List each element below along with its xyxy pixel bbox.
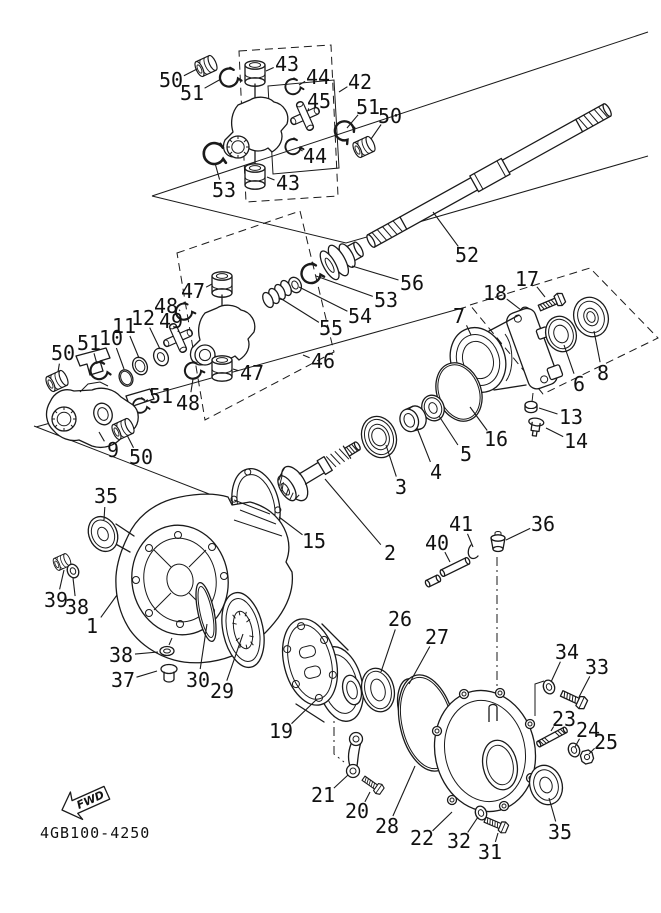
nut-25 (580, 749, 595, 765)
washer-12 (151, 346, 171, 368)
spring-55 (261, 279, 294, 309)
callout-50: 50 (158, 68, 184, 92)
callout-38: 38 (64, 595, 90, 619)
leader-line-56 (352, 266, 399, 280)
callout-47: 47 (180, 279, 206, 303)
bearing-cap-43 (245, 61, 265, 86)
washer-11 (130, 355, 150, 377)
leader-line-21 (334, 775, 348, 788)
callout-17: 17 (514, 267, 540, 291)
bolt-14 (527, 417, 544, 437)
pin-40b (424, 574, 441, 587)
o-ring-10 (117, 368, 136, 389)
leader-line-53 (316, 276, 373, 296)
callout-35: 35 (547, 820, 573, 844)
leader-line-28 (393, 766, 415, 816)
callout-47: 47 (239, 361, 265, 385)
flange-bolt-17 (537, 292, 566, 314)
leader-line-42 (339, 87, 347, 92)
snap-ring-53 (299, 261, 325, 285)
cover-ear (496, 689, 505, 698)
callout-15: 15 (301, 529, 327, 553)
cover-ear (500, 802, 509, 811)
callout-51: 51 (148, 384, 174, 408)
callout-55: 55 (318, 316, 344, 340)
callout-20: 20 (344, 799, 370, 823)
leader-line-4 (417, 428, 430, 462)
leader-line-36 (506, 528, 530, 540)
oil-seal-35 (83, 512, 123, 556)
callout-39: 39 (43, 588, 69, 612)
callout-32: 32 (446, 829, 472, 853)
cover-ear (433, 727, 442, 736)
callout-54: 54 (347, 304, 373, 328)
bearing-cap-50 (193, 54, 219, 78)
callout-56: 56 (399, 271, 425, 295)
callout-36: 36 (530, 512, 556, 536)
cover-ear (526, 720, 535, 729)
callout-2: 2 (383, 541, 397, 565)
callout-25: 25 (593, 730, 619, 754)
callout-31: 31 (477, 840, 503, 864)
callout-21: 21 (310, 783, 336, 807)
leader-line-22 (433, 812, 452, 831)
callout-11: 11 (111, 314, 137, 338)
drain-bolt-37 (161, 665, 177, 683)
gasket-38 (160, 647, 174, 656)
callout-46: 46 (310, 349, 336, 373)
leader-line-38 (135, 652, 158, 654)
leader-line-26 (381, 629, 395, 672)
callout-3: 3 (394, 475, 408, 499)
callout-51: 51 (76, 331, 102, 355)
joint-housing-9 (47, 382, 139, 447)
bolt-20 (360, 774, 385, 796)
callout-35: 35 (93, 484, 119, 508)
callout-1: 1 (85, 614, 99, 638)
callout-22: 22 (409, 826, 435, 850)
callout-42: 42 (347, 70, 373, 94)
pinion-gear-2 (272, 429, 369, 508)
breather-36 (491, 532, 505, 552)
callout-24: 24 (575, 718, 601, 742)
callout-12: 12 (130, 306, 156, 330)
leader-line-52 (433, 212, 458, 246)
callout-50: 50 (50, 341, 76, 365)
callout-37: 37 (110, 668, 136, 692)
callout-16: 16 (483, 427, 509, 451)
callout-44: 44 (305, 65, 331, 89)
callout-30: 30 (185, 668, 211, 692)
leader-line-46 (303, 355, 310, 358)
washer-3 (356, 411, 402, 462)
leader-line-47 (206, 284, 212, 287)
leader-line-5 (439, 416, 458, 445)
leader-line-43 (266, 68, 274, 72)
callout-45: 45 (306, 89, 332, 113)
callout-9: 9 (106, 438, 120, 462)
callout-6: 6 (572, 372, 586, 396)
leader-line-1 (101, 595, 117, 617)
callout-13: 13 (558, 405, 584, 429)
leader-line-50 (184, 69, 197, 76)
circlip-51 (218, 66, 242, 89)
callout-51: 51 (179, 81, 205, 105)
leader-line-18 (507, 299, 521, 310)
bearing-cap-47 (212, 272, 232, 297)
leader-line-47 (233, 369, 238, 371)
leader-line-34 (551, 662, 560, 682)
leader-line-2 (325, 479, 381, 545)
leader-line-54 (299, 287, 347, 311)
callout-7: 7 (452, 304, 466, 328)
callout-52: 52 (454, 243, 480, 267)
nut-13 (525, 401, 537, 412)
callout-48: 48 (153, 294, 179, 318)
cover-ear (448, 796, 457, 805)
bearing-cap-50 (351, 135, 377, 159)
leader-line-39 (60, 570, 64, 589)
ujoint-kit-box-2 (177, 211, 334, 420)
callout-8: 8 (596, 361, 610, 385)
bolt-31 (483, 814, 510, 834)
bearing-cap-43 (245, 164, 265, 189)
callout-18: 18 (482, 281, 508, 305)
callout-53: 53 (211, 178, 237, 202)
callout-50: 50 (128, 445, 154, 469)
leader-line-33 (579, 676, 590, 697)
stopper-arm-21 (347, 733, 363, 778)
callout-26: 26 (387, 607, 413, 631)
callout-41: 41 (448, 512, 474, 536)
callout-40: 40 (424, 531, 450, 555)
callout-14: 14 (563, 429, 589, 453)
callout-29: 29 (209, 679, 235, 703)
cover-ear (460, 690, 469, 699)
circlip-44 (284, 77, 304, 96)
callout-10: 10 (98, 326, 124, 350)
callout-33: 33 (584, 655, 610, 679)
callout-5: 5 (459, 442, 473, 466)
callout-4: 4 (429, 460, 443, 484)
part-code: 4GB100-4250 (40, 824, 151, 842)
pin-40 (439, 557, 470, 577)
leader-line-10 (116, 348, 124, 369)
fwd-label: FWD (74, 788, 107, 812)
bearing-cap-47 (212, 356, 232, 381)
callout-49: 49 (158, 309, 184, 333)
washer-24 (566, 742, 581, 759)
callout-19: 19 (268, 719, 294, 743)
callout-51: 51 (355, 95, 381, 119)
callout-43: 43 (274, 52, 300, 76)
callout-50: 50 (377, 104, 403, 128)
callout-27: 27 (424, 625, 450, 649)
callout-44: 44 (302, 144, 328, 168)
leader-line-14 (546, 428, 563, 437)
leader-line-43 (267, 177, 275, 180)
callout-53: 53 (373, 288, 399, 312)
leader-line-37 (137, 671, 158, 677)
leader-line-38 (73, 578, 75, 596)
differential-19 (274, 613, 370, 726)
callout-28: 28 (374, 814, 400, 838)
leader-line-55 (280, 298, 319, 322)
leader-line-13 (539, 408, 558, 414)
callout-34: 34 (554, 640, 580, 664)
callout-38: 38 (108, 643, 134, 667)
callout-48: 48 (175, 391, 201, 415)
leader-line-19 (292, 700, 317, 724)
leader-line-51 (205, 79, 221, 88)
clip-41 (468, 545, 478, 559)
callout-23: 23 (551, 707, 577, 731)
bearing-26 (357, 665, 399, 715)
fwd-arrow-icon (57, 779, 113, 826)
leader-line-11 (130, 336, 139, 358)
callout-43: 43 (275, 171, 301, 195)
